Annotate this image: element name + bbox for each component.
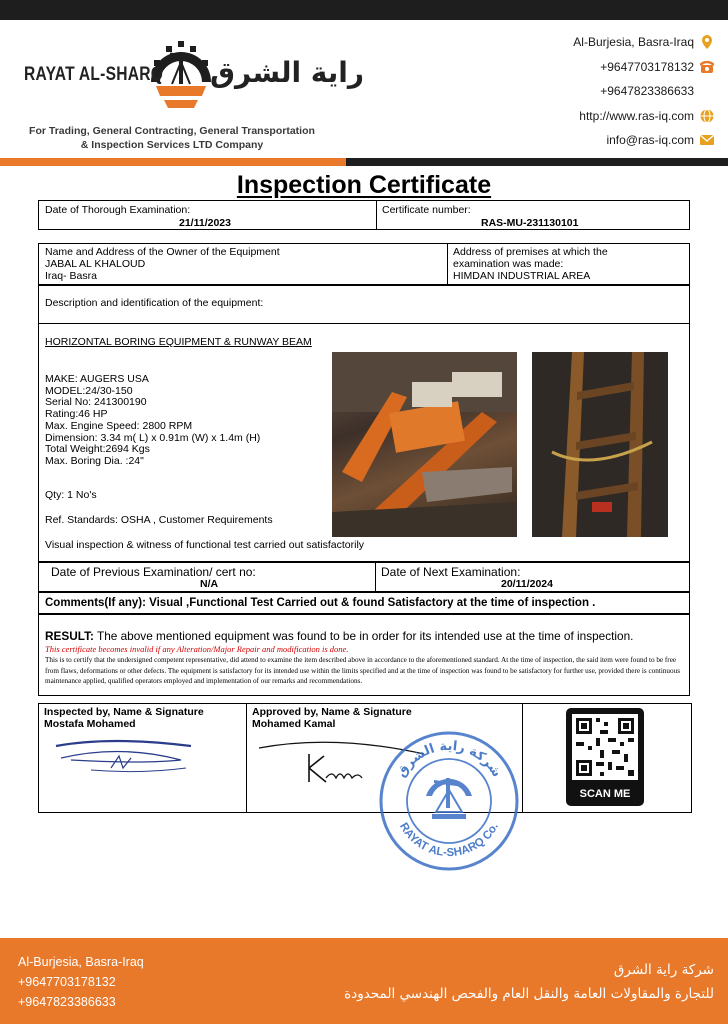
tagline-line-2: & Inspection Services LTD Company <box>80 139 264 151</box>
owner-address: Iraq- Basra <box>45 270 97 282</box>
company-tagline <box>14 124 330 152</box>
result-line <box>45 629 633 643</box>
footer-phone-2: +9647823386633 <box>18 995 116 1009</box>
top-dark-bar <box>0 0 728 20</box>
spec-item: Max. Engine Speed: 2800 RPM <box>45 419 193 432</box>
owner-name: JABAL AL KHALOUD <box>45 258 146 270</box>
scan-me-label: SCAN ME <box>579 788 631 800</box>
company-logo <box>20 26 365 122</box>
contact-phone-1 <box>504 55 714 80</box>
examinations-box <box>38 562 690 592</box>
cert-number-label: Certificate number: <box>382 204 471 216</box>
approved-label: Approved by, Name & Signature <box>252 706 412 718</box>
footer-arabic <box>344 958 714 1006</box>
result-box <box>38 614 690 696</box>
globe-icon <box>700 109 714 123</box>
phone1-text: +9647703178132 <box>600 59 694 74</box>
contact-block <box>504 30 714 153</box>
mail-icon <box>700 133 714 147</box>
phone-icon <box>700 60 714 74</box>
footer-contact <box>18 952 144 1012</box>
footer-address: Al-Burjesia, Basra-Iraq <box>18 955 144 969</box>
company-stamp <box>378 730 520 872</box>
spec-item: Dimension: 3.34 m( L) x 0.91m (W) x 1.4m (H) <box>45 431 261 444</box>
equipment-photo-boring-machine <box>332 352 517 537</box>
website-text: http://www.ras-iq.com <box>579 108 694 123</box>
svg-text:شركة راية الشرق: شركة راية الشرق <box>393 738 505 781</box>
prev-exam-label: Date of Previous Examination/ cert no: <box>51 565 256 579</box>
description-label: Description and identification of the equipment: <box>45 297 264 309</box>
page-title: Inspection Certificate <box>236 171 492 199</box>
logo-text-en: RAYAT AL-SHARQ <box>24 64 164 85</box>
address-text: Al-Burjesia, Basra-Iraq <box>573 35 694 50</box>
spec-item: MODEL:24/30-150 <box>45 384 133 397</box>
next-exam-label: Date of Next Examination: <box>381 565 521 579</box>
spec-item: Rating:46 HP <box>45 408 108 421</box>
comments-box <box>38 592 690 614</box>
exam-date-value: 21/11/2023 <box>179 217 231 229</box>
prev-exam-value: N/A <box>200 578 219 590</box>
header-divider <box>0 158 728 166</box>
spec-list <box>45 374 260 468</box>
footer-phone-1: +9647703178132 <box>18 975 116 989</box>
certify-text: This is to certify that the undersigned competent representative, did attend to examine the item described above in accordance to the aforementioned standard. At the time of inspection, the said item were found to be free from flaws, deformations or other defects. The equipment is satisfactory for its intended use within the limits specified and at the time of inspection was found to be satisfactory for further use, provided there is continuous maintenance applied, qualified operators employed and implementation of our remarks and recommendations. <box>45 656 680 685</box>
contact-email <box>504 128 714 153</box>
premises-label-2: examination was made: <box>453 258 564 270</box>
approver-name: Mohamed Kamal <box>252 718 336 730</box>
equipment-title: HORIZONTAL BORING EQUIPMENT & RUNWAY BEAM <box>45 336 312 348</box>
result-label: RESULT: <box>45 629 94 643</box>
exam-info-box <box>38 200 690 230</box>
runway-beam-photo <box>532 352 668 537</box>
location-pin-icon <box>700 35 714 49</box>
tagline-line-1: For Trading, General Contracting, General Transportation <box>29 125 315 137</box>
contact-address <box>504 30 714 55</box>
description-label-box <box>38 285 690 324</box>
owner-label: Name and Address of the Owner of the Equipment <box>45 246 280 258</box>
premises-value: HIMDAN INDUSTRIAL AREA <box>453 270 591 282</box>
qr-code-badge[interactable] <box>566 708 644 806</box>
standards-text: Ref. Standards: OSHA , Customer Requirements <box>45 514 273 526</box>
inspector-signature <box>51 734 201 778</box>
signatures-box <box>38 703 692 813</box>
inspector-name: Mostafa Mohamed <box>44 718 136 730</box>
comments-text: Comments(If any): Visual ,Functional Test Carried out & found Satisfactory at the time of inspection . <box>45 597 596 609</box>
footer-arabic-line-2: للتجارة والمقاولات العامة والنقل العام والفحص الهندسي المحدودة <box>344 986 714 1002</box>
spec-item: Serial No: 241300190 <box>45 396 147 409</box>
premises-label-1: Address of premises at which the <box>453 246 608 258</box>
email-text: info@ras-iq.com <box>606 133 694 148</box>
svg-text:RAYAT AL-SHARQ Co.: RAYAT AL-SHARQ Co. <box>396 820 501 860</box>
qty-text: Qty: 1 No's <box>45 489 97 501</box>
phone2-text: +9647823386633 <box>600 84 694 99</box>
invalid-note: This certificate becomes invalid if any Alteration/Major Repair and modification is done. <box>45 644 349 654</box>
contact-website <box>504 104 714 129</box>
footer-arabic-line-1: شركة راية الشرق <box>613 962 714 978</box>
contact-phone-2 <box>504 79 714 104</box>
spec-item: Total Weight:2694 Kgs <box>45 443 150 456</box>
logo-text-ar: راية الشرق <box>210 56 365 89</box>
spec-item: MAKE: AUGERS USA <box>45 373 149 385</box>
result-text: The above mentioned equipment was found to be in order for its intended use at the time of inspection. <box>93 629 634 643</box>
footer <box>0 938 728 1024</box>
exam-date-label: Date of Thorough Examination: <box>45 204 191 216</box>
visual-inspection-text: Visual inspection & witness of functional test carried out satisfactorily <box>45 539 365 551</box>
inspected-label: Inspected by, Name & Signature <box>44 706 204 718</box>
cert-number-value: RAS-MU-231130101 <box>481 217 579 229</box>
spec-item: Max. Boring Dia. :24" <box>45 454 144 467</box>
owner-box <box>38 243 690 285</box>
next-exam-value: 20/11/2024 <box>501 578 553 590</box>
qr-code-icon <box>572 714 638 780</box>
